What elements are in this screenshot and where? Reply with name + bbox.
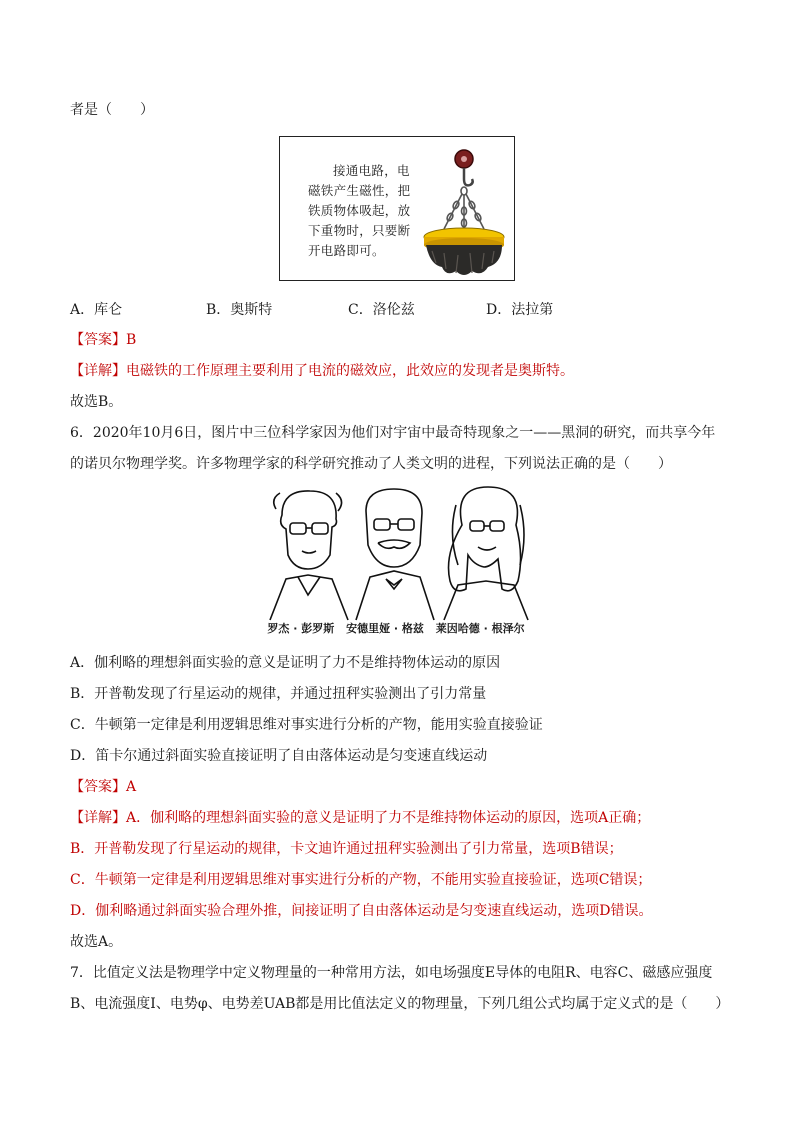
q5-detail [70,361,574,381]
electromagnet-illustration [422,139,514,279]
q6-answer [70,777,136,797]
detail-tag: 【详解】 [70,363,126,379]
figure-text-line: 铁质物体吸起，放 [308,203,411,218]
option-a: A．库仑 [70,302,123,318]
figure-caption-text [308,161,418,261]
q6-conclusion: 故选A。 [70,934,123,950]
q6-option-d: D．笛卡尔通过斜面实验直接证明了自由落体运动是匀变速直线运动 [70,748,488,764]
q6-stem-line: 的诺贝尔物理学奖。许多物理学家的科学研究推动了人类文明的进程，下列说法正确的是（ ） [70,456,672,472]
caption-ghez: 安德里娅 · 格兹 [346,622,424,635]
option-c: C．洛伦兹 [348,302,415,318]
detail-text: A．伽利略的理想斜面实验的意义是证明了力不是维持物体运动的原因，选项A正确； [126,810,651,826]
q7-stem-line: B、电流强度I、电势φ、电势差UAB都是用比值法定义的物理量，下列几组公式均属于定义式的是（ ） [70,996,730,1012]
q5-conclusion: 故选B。 [70,394,123,410]
laureates-caption [262,620,530,636]
q6-detail-line: C．牛顿第一定律是利用逻辑思维对事实进行分析的产物，不能用实验直接验证，选项C错误； [70,872,652,888]
detail-tag: 【详解】 [70,810,126,826]
detail-text: 电磁铁的工作原理主要利用了电流的磁效应，此效应的发现者是奥斯特。 [126,363,574,379]
answer-tag: 【答案】 [70,779,126,795]
q5-answer [70,330,136,350]
electromagnet-figure [279,136,515,281]
figure-text-line: 开电路即可。 [308,243,385,258]
figure-text-line: 接通电路，电 [333,163,410,178]
answer-value: B [126,332,137,348]
nobel-laureates-portrait [262,485,530,635]
answer-value: A [126,779,137,795]
figure-text-line: 磁铁产生磁性，把 [308,183,411,198]
answer-tag: 【答案】 [70,332,126,348]
q6-option-b: B．开普勒发现了行星运动的规律，并通过扭秤实验测出了引力常量 [70,686,487,702]
question-5-tail: 者是（ ） [70,102,154,118]
q6-detail-line [70,808,650,828]
caption-genzel: 莱因哈德 · 根泽尔 [435,622,525,635]
figure-text-line: 下重物时，只要断 [308,223,411,238]
caption-penrose: 罗杰 · 彭罗斯 [267,622,335,635]
q6-detail-line: D．伽利略通过斜面实验合理外推，间接证明了自由落体运动是匀变速直线运动，选项D错误。 [70,903,653,919]
q6-detail-line: B．开普勒发现了行星运动的规律，卡文迪许通过扭秤实验测出了引力常量，选项B错误； [70,841,623,857]
q6-option-a: A．伽利略的理想斜面实验的意义是证明了力不是维持物体运动的原因 [70,655,501,671]
q6-stem-line: 6．2020年10月6日，图片中三位科学家因为他们对宇宙中最奇特现象之一——黑洞的研究，而共享今年 [70,425,716,441]
option-b: B．奥斯特 [206,302,273,318]
option-d: D．法拉第 [486,302,554,318]
question-5-options [70,299,630,319]
q6-option-c: C．牛顿第一定律是利用逻辑思维对事实进行分析的产物，能用实验直接验证 [70,717,543,733]
q7-stem-line: 7．比值定义法是物理学中定义物理量的一种常用方法，如电场强度E导体的电阻R、电容C、磁感应强度 [70,965,713,981]
